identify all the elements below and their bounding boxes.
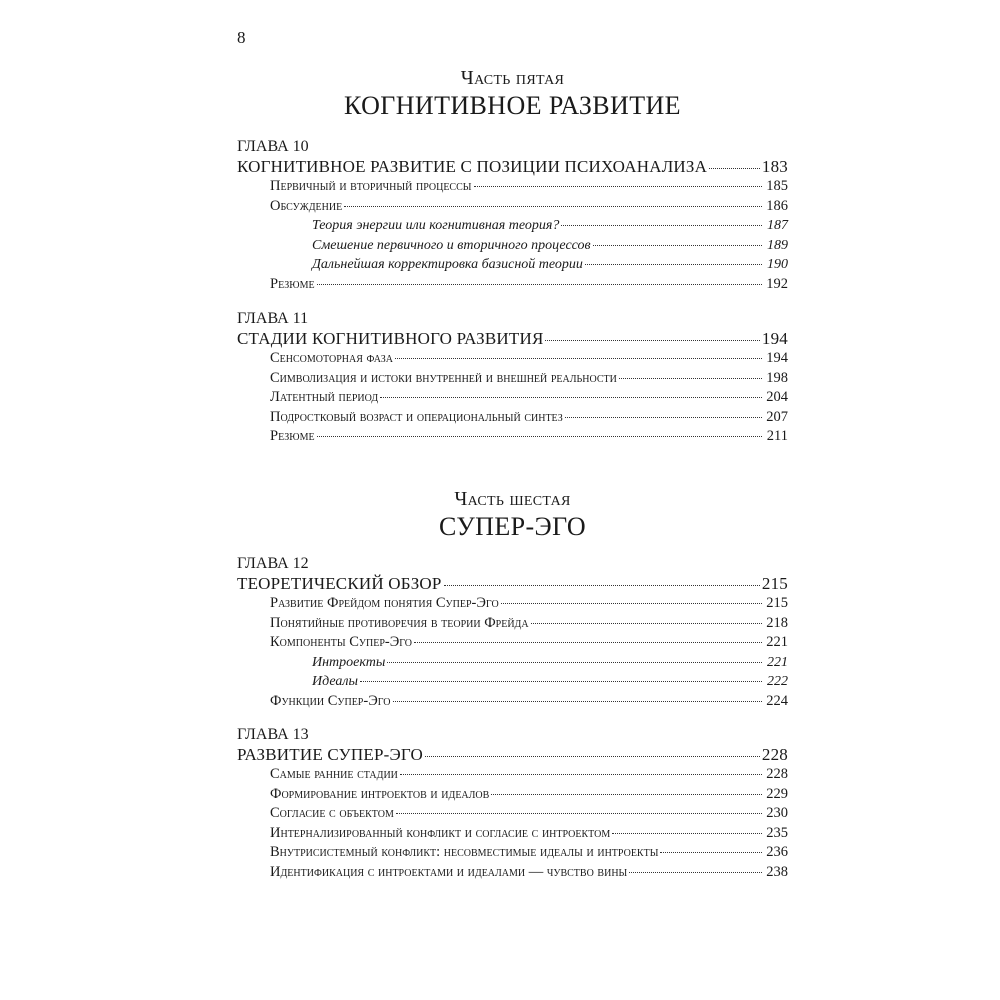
toc-entry[interactable] xyxy=(237,427,788,447)
toc-entry-page: 228 xyxy=(761,745,788,764)
toc-entry[interactable] xyxy=(237,388,788,408)
chapter-label: ГЛАВА 12 xyxy=(237,555,309,572)
toc-entry-page: 230 xyxy=(766,805,788,822)
dot-leader xyxy=(474,185,763,187)
dot-leader xyxy=(619,377,762,379)
dot-leader xyxy=(400,773,762,775)
toc-entry-title: КОГНИТИВНОЕ РАЗВИТИЕ С ПОЗИЦИИ ПСИХОАНАЛИЗА xyxy=(237,157,708,176)
dot-leader xyxy=(396,812,762,814)
dot-leader xyxy=(545,339,759,341)
chapter-block xyxy=(237,309,788,447)
toc-entry-title: Дальнейшая корректировка базисной теории xyxy=(312,257,583,273)
toc-entry-title: Функции Супер-Эго xyxy=(270,692,391,709)
dot-leader xyxy=(380,396,762,398)
toc-entry[interactable] xyxy=(237,804,788,824)
toc-entry[interactable] xyxy=(237,408,788,428)
toc-entry-title: Самые ранние стадии xyxy=(270,766,398,782)
toc-entry[interactable] xyxy=(237,369,788,389)
toc-entry-page: 238 xyxy=(766,863,788,880)
toc-entry-title: Обсуждение xyxy=(270,197,343,214)
toc-entry-title: Понятийные противоречия в теории Фрейда xyxy=(270,614,529,631)
dot-leader xyxy=(593,244,762,246)
toc-entry-page: 228 xyxy=(766,766,788,782)
part-heading xyxy=(237,487,788,543)
toc-entry-title: Подростковый возраст и операциональный синтез xyxy=(270,408,563,425)
chapter-label: ГЛАВА 11 xyxy=(237,310,309,327)
toc-entry[interactable] xyxy=(237,653,788,673)
toc-entry-page: 236 xyxy=(766,844,788,861)
toc-entry[interactable] xyxy=(237,255,788,275)
toc-entry-page: 186 xyxy=(766,197,788,214)
toc-entry-title: Интроекты xyxy=(312,654,386,670)
toc-entry-page: 215 xyxy=(766,595,788,611)
toc-entry[interactable] xyxy=(237,692,788,712)
chapter-title-row[interactable] xyxy=(237,157,788,177)
toc-entry[interactable] xyxy=(237,765,788,785)
chapter-block xyxy=(237,725,788,883)
part-heading xyxy=(237,66,788,122)
chapter-block xyxy=(237,554,788,712)
part-title: КОГНИТИВНОЕ РАЗВИТИЕ xyxy=(344,91,681,120)
toc-entry-page: 221 xyxy=(767,654,788,670)
toc-entry-page: 221 xyxy=(766,634,788,651)
toc-entry-title: Смешение первичного и вторичного процессов xyxy=(312,237,591,253)
toc-entry[interactable] xyxy=(237,177,788,197)
toc-entry[interactable] xyxy=(237,633,788,653)
toc-entry-title: Идеалы xyxy=(312,674,358,690)
dot-leader xyxy=(414,641,762,643)
dot-leader xyxy=(317,283,762,285)
toc-entry[interactable] xyxy=(237,863,788,883)
dot-leader xyxy=(387,661,762,663)
dot-leader xyxy=(629,871,762,873)
toc-entry-page: 192 xyxy=(766,275,788,292)
toc-entry-page: 187 xyxy=(767,218,788,234)
toc-entry-title: Сенсомоторная фаза xyxy=(270,350,393,366)
toc-entry-title: Развитие Фрейдом понятия Супер-Эго xyxy=(270,595,499,611)
dot-leader xyxy=(444,584,760,586)
part-label: Часть пятая xyxy=(460,67,565,89)
toc-entry-page: 204 xyxy=(766,389,788,406)
chapter-title-row[interactable] xyxy=(237,745,788,765)
toc-entry-page: 222 xyxy=(767,674,788,690)
toc-entry-page: 194 xyxy=(766,350,788,366)
toc-entry-title: Первичный и вторичный процессы xyxy=(270,178,472,194)
toc-entry-page: 215 xyxy=(761,574,788,593)
chapter-label: ГЛАВА 13 xyxy=(237,726,309,743)
toc-entry-title: Теория энергии или когнитивная теория? xyxy=(312,218,560,234)
toc-entry-page: 190 xyxy=(767,257,788,273)
dot-leader xyxy=(395,357,762,359)
toc-entry-page: 183 xyxy=(761,157,788,176)
part-label: Часть шестая xyxy=(454,488,571,510)
toc-entry[interactable] xyxy=(237,197,788,217)
toc-entry-title: Согласие с объектом xyxy=(270,805,394,822)
dot-leader xyxy=(612,832,762,834)
chapter-title-row[interactable] xyxy=(237,329,788,349)
dot-leader xyxy=(565,416,762,418)
toc-entry[interactable] xyxy=(237,843,788,863)
toc-entry-page: 229 xyxy=(766,785,788,802)
toc-entry-title: Латентный период xyxy=(270,389,379,406)
toc-entry-page: 218 xyxy=(766,614,788,631)
dot-leader xyxy=(531,622,762,624)
dot-leader xyxy=(709,167,760,169)
toc-entry-title: Резюме xyxy=(270,428,315,445)
toc-entry-page: 194 xyxy=(761,329,788,348)
chapter-title-row[interactable] xyxy=(237,574,788,594)
dot-leader xyxy=(660,851,762,853)
part-title: СУПЕР-ЭГО xyxy=(438,512,587,541)
toc-entry[interactable] xyxy=(237,672,788,692)
toc-entry[interactable] xyxy=(237,614,788,634)
toc-entry-page: 207 xyxy=(766,408,788,425)
toc-entry-page: 198 xyxy=(766,369,788,386)
dot-leader xyxy=(425,755,760,757)
page-number: 8 xyxy=(237,28,246,47)
toc-entry[interactable] xyxy=(237,236,788,256)
toc-entry[interactable] xyxy=(237,216,788,236)
dot-leader xyxy=(491,793,762,795)
toc-entry-page: 224 xyxy=(766,692,788,709)
toc-entry-title: Идентификация с интроектами и идеалами — чувство вины xyxy=(270,863,628,880)
dot-leader xyxy=(317,435,762,437)
toc-entry[interactable] xyxy=(237,594,788,614)
toc-entry-page: 189 xyxy=(767,237,788,253)
toc-entry[interactable] xyxy=(237,349,788,369)
toc-entry-title: ТЕОРЕТИЧЕСКИЙ ОБЗОР xyxy=(237,574,442,593)
toc-entry-title: Символизация и истоки внутренней и внешней реальности xyxy=(270,369,617,386)
toc-entry-title: СТАДИИ КОГНИТИВНОГО РАЗВИТИЯ xyxy=(237,329,544,348)
toc-entry-page: 211 xyxy=(766,428,788,445)
dot-leader xyxy=(501,602,762,604)
toc-entry-title: РАЗВИТИЕ СУПЕР-ЭГО xyxy=(237,745,423,764)
toc-entry-title: Внутрисистемный конфликт: несовместимые идеалы и интроекты xyxy=(270,844,659,861)
chapter-label: ГЛАВА 10 xyxy=(237,138,309,155)
toc-entry[interactable] xyxy=(237,824,788,844)
toc-entry[interactable] xyxy=(237,785,788,805)
toc-entry-title: Формирование интроектов и идеалов xyxy=(270,785,490,802)
dot-leader xyxy=(344,205,762,207)
dot-leader xyxy=(360,680,762,682)
chapter-block xyxy=(237,137,788,295)
toc-entry-title: Резюме xyxy=(270,275,315,292)
toc-entry[interactable] xyxy=(237,275,788,295)
toc-entry-title: Интернализированный конфликт и согласие с интроектом xyxy=(270,824,611,841)
dot-leader xyxy=(561,224,762,226)
toc-entry-page: 185 xyxy=(766,178,788,194)
dot-leader xyxy=(393,700,762,702)
dot-leader xyxy=(585,263,762,265)
toc-entry-page: 235 xyxy=(766,824,788,841)
toc-entry-title: Компоненты Супер-Эго xyxy=(270,634,413,651)
